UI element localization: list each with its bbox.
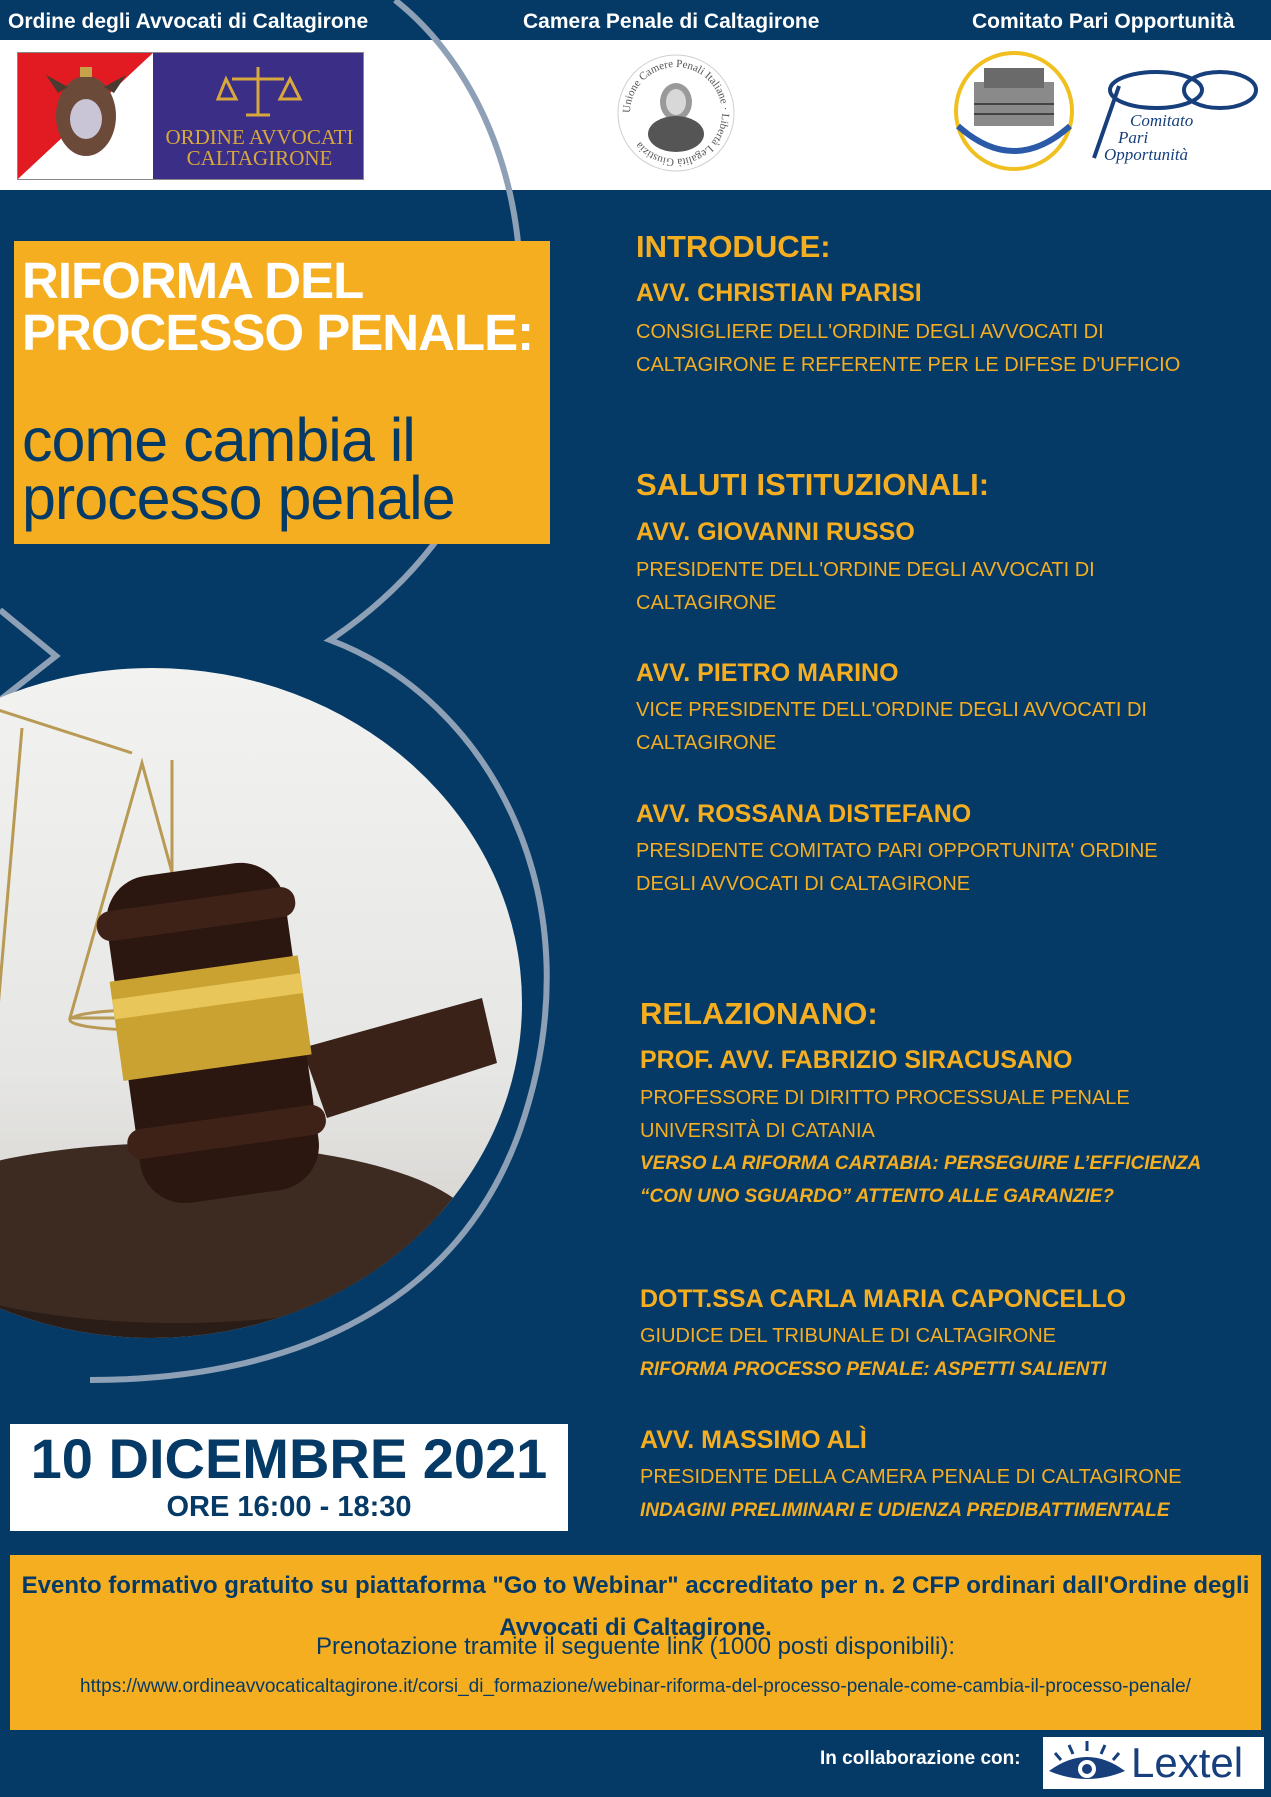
event-date-box: [10, 1424, 568, 1531]
talk-title: RIFORMA PROCESSO PENALE: ASPETTI SALIENTI: [640, 1359, 1107, 1380]
subtitle-line-2: processo penale: [22, 464, 455, 532]
speaker-name: AVV. PIETRO MARINO: [636, 659, 899, 687]
speaker-name: AVV. GIOVANNI RUSSO: [636, 518, 915, 546]
speaker-name: PROF. AVV. FABRIZIO SIRACUSANO: [640, 1046, 1073, 1074]
accreditation-text: Evento formativo gratuito su piattaforma "Go to Webinar" accreditato per n. 2 CFP ordinari dall'Ordine degli Avvocati di Caltagirone.: [21, 1572, 1250, 1641]
cpo-text-3: Opportunità: [1104, 145, 1189, 164]
collaboration-label: In collaborazione con:: [820, 1748, 1021, 1769]
ordine-avvocati-logo: [17, 52, 364, 180]
page-title: [22, 252, 542, 361]
talk-title: INDAGINI PRELIMINARI E UDIENZA PREDIBATTIMENTALE: [640, 1500, 1170, 1521]
speaker-name: AVV. ROSSANA DISTEFANO: [636, 800, 972, 828]
seal-ring-text: Unione Camere Penali Italiane · Libertà Legalità Giustizia: [620, 57, 732, 169]
talk-title: VERSO LA RIFORMA CARTABIA: PERSEGUIRE L’EFFICIENZA “CON UNO SGUARDO” ATTENTO ALLE GARANZIE?: [640, 1153, 1201, 1207]
cpo-logo: [944, 46, 1264, 186]
gavel-scales-icon: [0, 668, 522, 1338]
eye-icon: [1045, 1737, 1129, 1789]
section-relazionano-heading: RELAZIONANO:: [640, 996, 878, 1031]
info-band: [10, 1555, 1261, 1730]
speaker-name: AVV. MASSIMO ALÌ: [640, 1426, 867, 1454]
speaker-name: DOTT.SSA CARLA MARIA CAPONCELLO: [640, 1285, 1127, 1313]
speaker-role: PRESIDENTE COMITATO PARI OPPORTUNITA' ORDINE DEGLI AVVOCATI DI CALTAGIRONE: [636, 840, 1158, 895]
section-introduce-heading: INTRODUCE:: [636, 229, 831, 264]
page-subtitle: [22, 406, 542, 532]
speaker-role: PRESIDENTE DELLA CAMERA PENALE DI CALTAGIRONE: [640, 1466, 1182, 1488]
cpo-text-2: Pari: [1118, 128, 1149, 147]
event-date: 10 DICEMBRE 2021: [30, 1427, 548, 1490]
org-name-comitato: Comitato Pari Opportunità: [972, 10, 1235, 33]
partner-name: Lextel: [1131, 1739, 1244, 1786]
booking-text: Prenotazione tramite il seguente link (1000 posti disponibili):: [315, 1633, 956, 1660]
speaker-role: PRESIDENTE DELL'ORDINE DEGLI AVVOCATI DI CALTAGIRONE: [636, 559, 1095, 614]
seal-portrait-icon: [614, 46, 738, 180]
speaker-role: PROFESSORE DI DIRITTO PROCESSUALE PENALE UNIVERSITÀ DI CATANIA: [640, 1087, 1130, 1142]
section-saluti-heading: SALUTI ISTITUZIONALI:: [636, 467, 990, 502]
title-line-2: PROCESSO PENALE:: [22, 304, 534, 361]
logo-strip: [0, 40, 1271, 190]
subtitle-line-1: come cambia il: [22, 406, 415, 474]
gavel-photo: [0, 668, 522, 1338]
speaker-role: CONSIGLIERE DELL'ORDINE DEGLI AVVOCATI DI CALTAGIRONE E REFERENTE PER LE DIFESE D'UFFICIO: [636, 321, 1181, 376]
lextel-logo: [1043, 1737, 1264, 1789]
speaker-role: GIUDICE DEL TRIBUNALE DI CALTAGIRONE: [640, 1325, 1057, 1347]
camere-penali-seal: [614, 46, 738, 180]
org-name-ordine: Ordine degli Avvocati di Caltagirone: [8, 10, 369, 33]
cpo-text-1: Comitato: [1130, 111, 1194, 130]
booking-link[interactable]: https://www.ordineavvocaticaltagirone.it/corsi_di_formazione/webinar-riforma-del-processo-penale-come-cambia-il-processo-penale/: [80, 1676, 1191, 1697]
speaker-name: AVV. CHRISTIAN PARISI: [636, 279, 922, 307]
title-line-1: RIFORMA DEL: [22, 252, 364, 309]
title-box: [14, 241, 550, 544]
header-bar: [0, 0, 1271, 40]
speaker-role: VICE PRESIDENTE DELL'ORDINE DEGLI AVVOCATI DI CALTAGIRONE: [636, 699, 1147, 754]
ordine-logo-text-1: ORDINE AVVOCATI: [165, 125, 354, 149]
org-name-camera-penale: Camera Penale di Caltagirone: [523, 10, 820, 33]
ordine-logo-text-2: CALTAGIRONE: [186, 146, 333, 170]
event-time: ORE 16:00 - 18:30: [166, 1491, 412, 1523]
